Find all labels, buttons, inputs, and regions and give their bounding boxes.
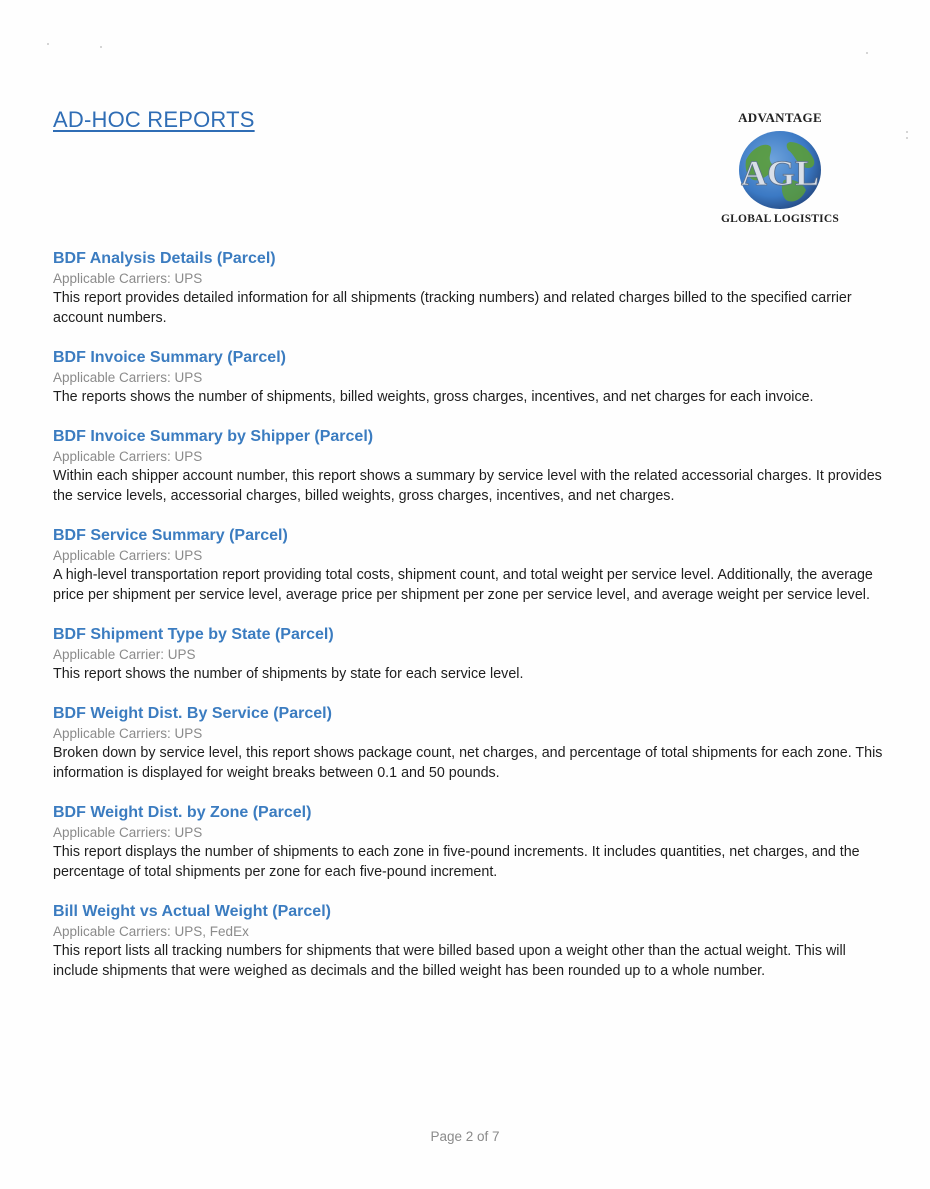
report-entry: [53, 248, 883, 328]
report-description: This report shows the number of shipments by state for each service level.: [53, 666, 524, 682]
logo-top-text: ADVANTAGE: [738, 110, 822, 125]
report-list: [53, 248, 883, 1000]
report-title: BDF Shipment Type by State (Parcel): [53, 626, 334, 643]
report-entry: [53, 802, 883, 882]
report-description: This report displays the number of shipments to each zone in five-pound increments. It includes quantities, net charges, and the percentage of total shipments per zone for each five-pound increment.: [53, 844, 860, 880]
report-entry: [53, 525, 883, 605]
report-entry: [53, 347, 883, 407]
report-description: Within each shipper account number, this report shows a summary by service level with the related accessorial charges. It provides the service levels, accessorial charges, billed weights, gross charges, incentives, and net charges.: [53, 468, 882, 504]
report-description: Broken down by service level, this report shows package count, net charges, and percentage of total shipments for each zone. This information is displayed for weight breaks between 0.1 and 50 pounds.: [53, 745, 883, 781]
company-logo: [712, 110, 848, 232]
report-description: This report lists all tracking numbers for shipments that were billed based upon a weight other than the actual weight. This will include shipments that were weighed as decimals and the billed weight has been rounded up to a whole number.: [53, 943, 846, 979]
report-carriers: Applicable Carriers: UPS: [53, 726, 203, 741]
report-carriers: Applicable Carriers: UPS: [53, 825, 203, 840]
scan-speck: [47, 43, 49, 45]
report-entry: [53, 703, 883, 783]
page-title: AD-HOC REPORTS: [53, 107, 255, 132]
report-description: This report provides detailed information for all shipments (tracking numbers) and related charges billed to the specified carrier account numbers.: [53, 290, 852, 326]
report-title: Bill Weight vs Actual Weight (Parcel): [53, 903, 331, 920]
page-number: Page 2 of 7: [430, 1129, 500, 1144]
report-description: A high-level transportation report providing total costs, shipment count, and total weight per service level. Additionally, the average price per shipment per service level, average price per shipment per zone per service level, and average weight per service level.: [53, 567, 873, 603]
logo-bottom-text: GLOBAL LOGISTICS: [721, 213, 839, 225]
report-title: BDF Invoice Summary by Shipper (Parcel): [53, 428, 374, 445]
logo-monogram: AGL: [740, 153, 820, 193]
report-carriers: Applicable Carriers: UPS: [53, 449, 203, 464]
report-entry: [53, 426, 883, 506]
report-title: BDF Weight Dist. by Zone (Parcel): [53, 804, 312, 821]
report-title: BDF Service Summary (Parcel): [53, 527, 288, 544]
report-carriers: Applicable Carrier: UPS: [53, 647, 196, 662]
report-entry: [53, 901, 883, 981]
report-carriers: Applicable Carriers: UPS: [53, 548, 203, 563]
report-description: The reports shows the number of shipments, billed weights, gross charges, incentives, and net charges for each invoice.: [53, 389, 814, 405]
globe-icon: [736, 130, 824, 210]
scan-speck: [906, 137, 908, 139]
report-carriers: Applicable Carriers: UPS: [53, 271, 203, 286]
scan-speck: [866, 52, 868, 54]
report-entry: [53, 624, 883, 684]
report-carriers: Applicable Carriers: UPS: [53, 370, 203, 385]
scan-speck: [100, 46, 102, 48]
scan-speck: [906, 131, 908, 133]
report-title: BDF Weight Dist. By Service (Parcel): [53, 705, 332, 722]
report-carriers: Applicable Carriers: UPS, FedEx: [53, 924, 249, 939]
report-title: BDF Analysis Details (Parcel): [53, 250, 276, 267]
report-title: BDF Invoice Summary (Parcel): [53, 349, 286, 366]
